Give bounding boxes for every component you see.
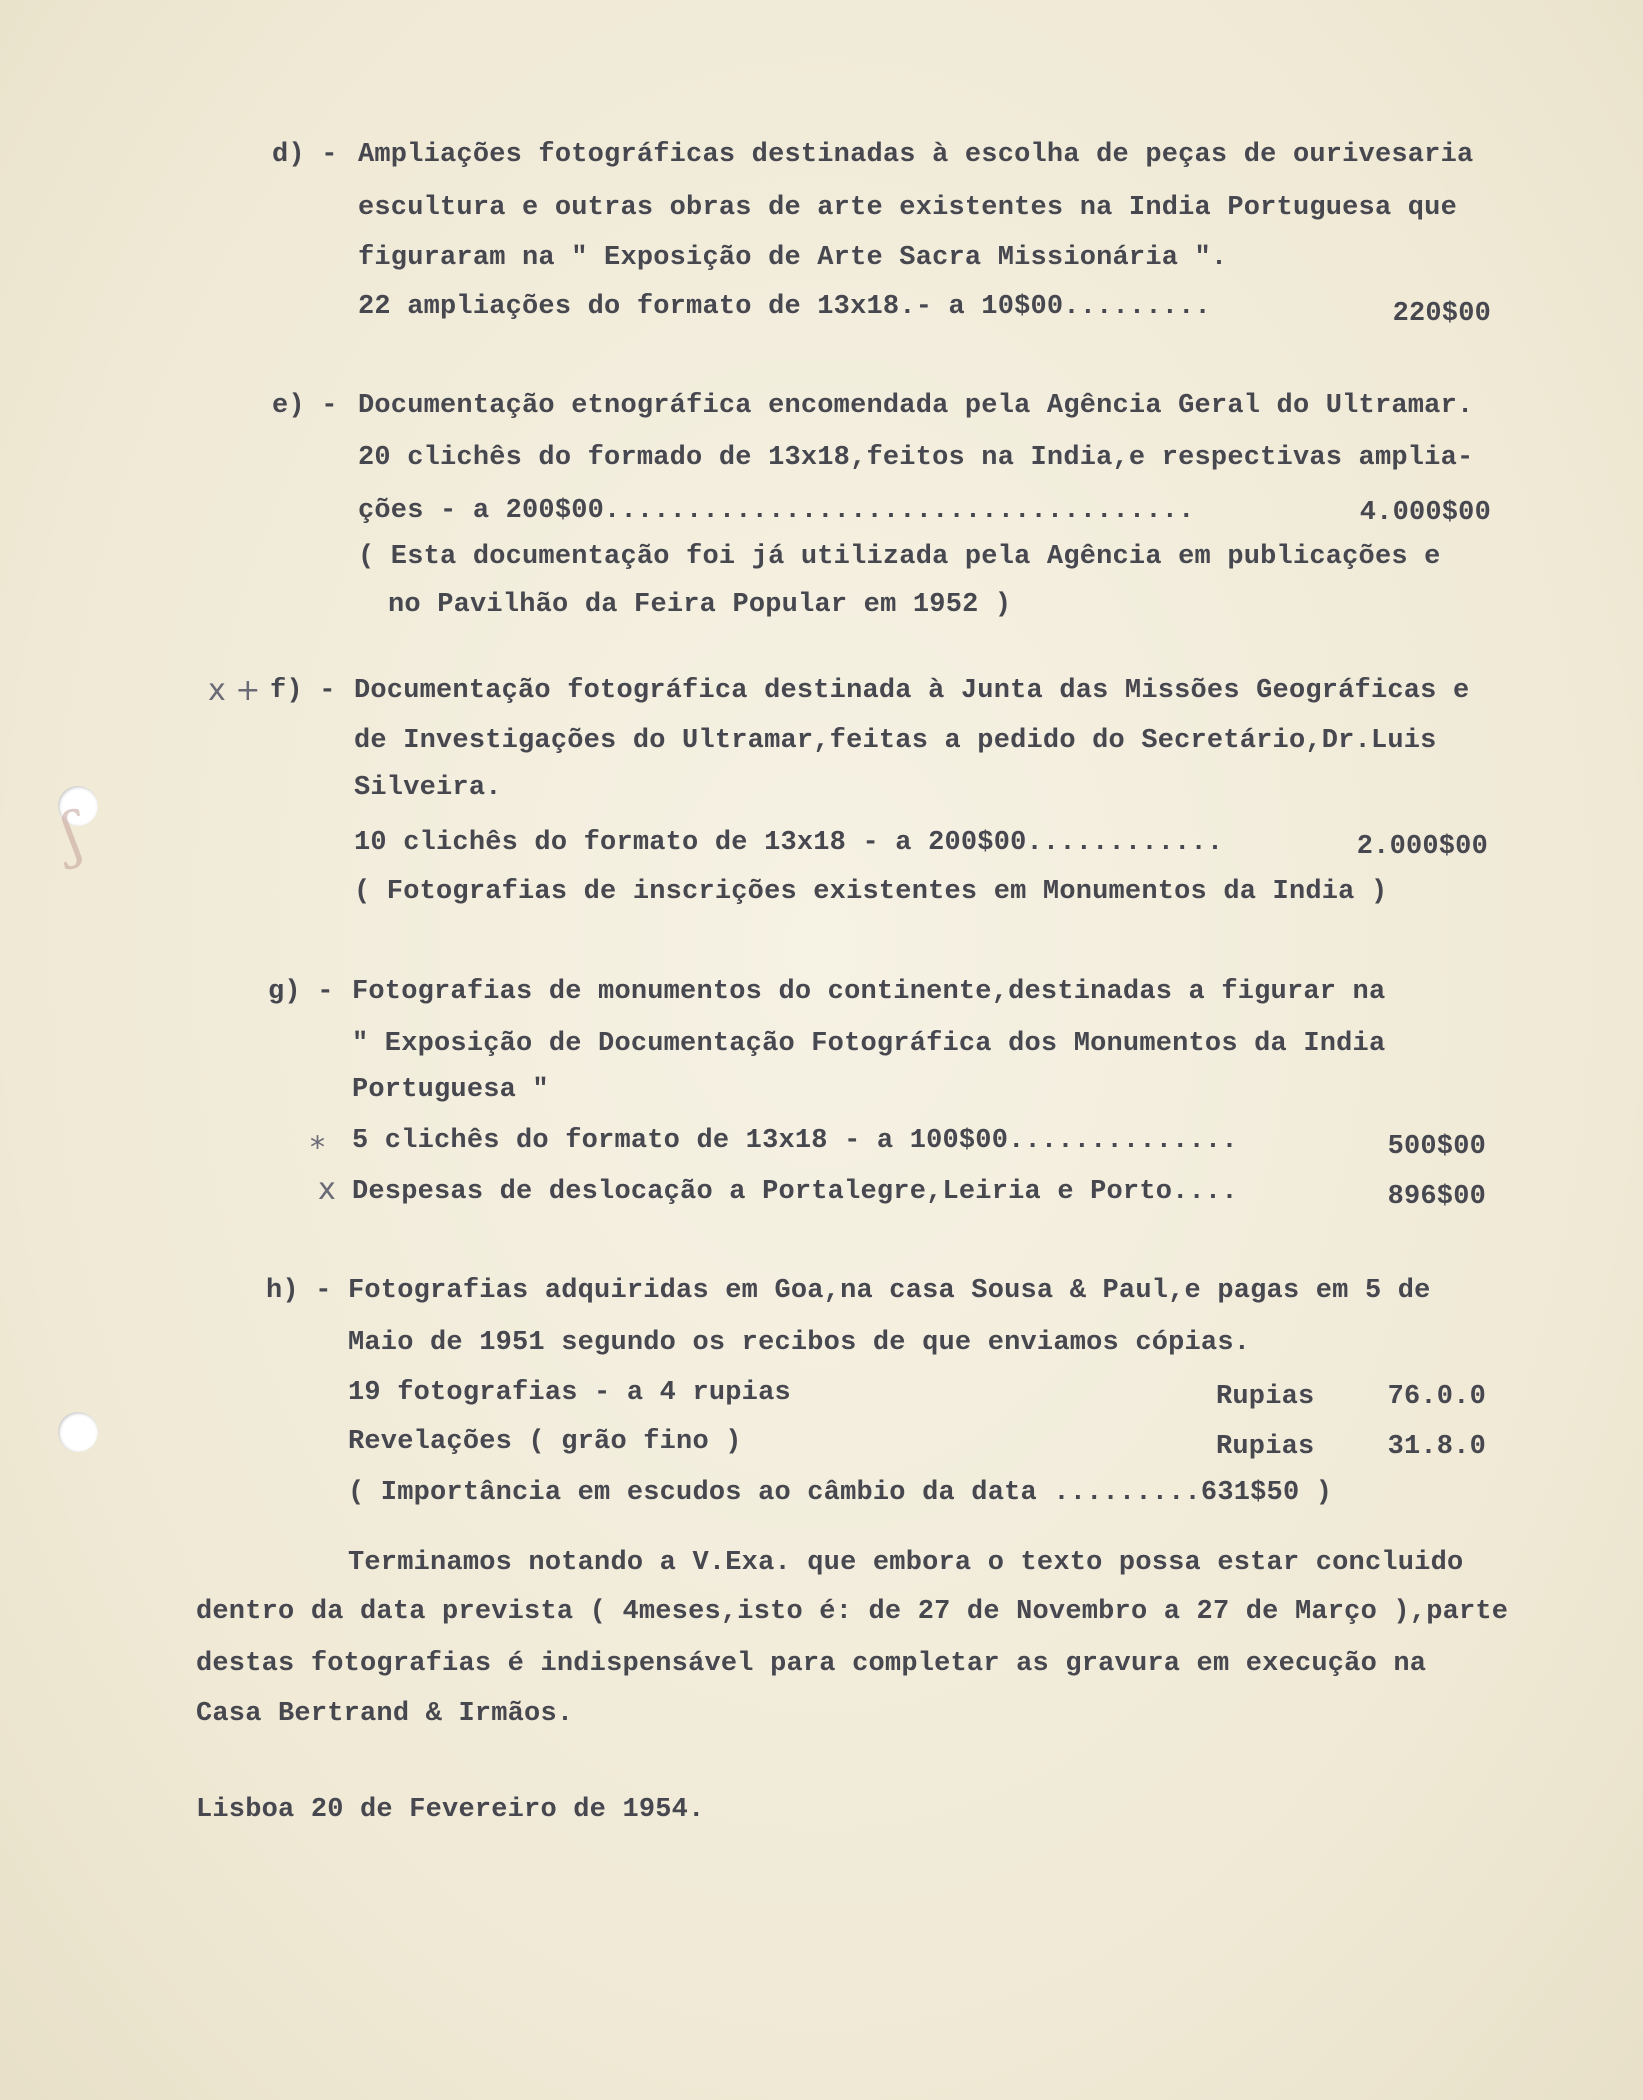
item-h-label: h) - xyxy=(266,1276,332,1306)
item-h-entry-1-text: 19 fotografias - a 4 rupias xyxy=(348,1378,791,1408)
item-f-label: f) - xyxy=(270,676,336,706)
item-d-line-1: Ampliações fotográficas destinadas à escolha de peças de ourivesaria xyxy=(358,140,1474,170)
item-f-line-2: de Investigações do Ultramar,feitas a pedido do Secretário,Dr.Luis xyxy=(354,726,1437,756)
item-h-note: ( Importância em escudos ao câmbio da data .........631$50 ) xyxy=(348,1478,1333,1508)
item-d-line-2: escultura e outras obras de arte existentes na India Portuguesa que xyxy=(358,193,1457,223)
item-f-amount: 2.000$00 xyxy=(1356,832,1488,862)
item-f-margin-mark: x + xyxy=(208,673,261,708)
closing-line-1: Terminamos notando a V.Exa. que embora o texto possa estar concluido xyxy=(348,1548,1464,1578)
item-g-line-2: " Exposição de Documentação Fotográfica dos Monumentos da India xyxy=(352,1029,1386,1059)
item-g-label: g) - xyxy=(268,977,334,1007)
item-g-entry-1-text: 5 clichês do formato de 13x18 - a 100$00.............. xyxy=(352,1126,1238,1156)
item-e-note-1: ( Esta documentação foi já utilizada pela Agência em publicações e xyxy=(358,542,1441,572)
item-d-line-4: 22 ampliações do formato de 13x18.- a 10$00......... xyxy=(358,292,1211,322)
item-g-entry-2-mark: x xyxy=(318,1172,336,1207)
item-e-line-2: 20 clichês do formado de 13x18,feitos na India,e respectivas amplia- xyxy=(358,443,1474,473)
item-e-label: e) - xyxy=(272,391,338,421)
item-h-entry-2-currency: Rupias xyxy=(1216,1432,1315,1462)
item-d-amount: 220$00 xyxy=(1392,299,1491,329)
item-h-line-1: Fotografias adquiridas em Goa,na casa Sousa & Paul,e pagas em 5 de xyxy=(348,1276,1431,1306)
item-f-note: ( Fotografias de inscrições existentes em Monumentos da India ) xyxy=(354,877,1388,907)
item-d-line-3: figuraram na " Exposição de Arte Sacra Missionária ". xyxy=(358,243,1228,273)
item-f-line-4: 10 clichês do formato de 13x18 - a 200$00............ xyxy=(354,828,1224,858)
item-h-entry-1-currency: Rupias xyxy=(1216,1382,1315,1412)
item-g-line-1: Fotografias de monumentos do continente,destinadas a figurar na xyxy=(352,977,1386,1007)
item-h-entry-2-amount: 31.8.0 xyxy=(1387,1432,1486,1462)
item-e-line-3: ções - a 200$00.................................... xyxy=(358,496,1195,526)
item-f-line-1: Documentação fotográfica destinada à Junta das Missões Geográficas e xyxy=(354,676,1470,706)
item-h-entry-1-amount: 76.0.0 xyxy=(1387,1382,1486,1412)
closing-line-3: destas fotografias é indispensável para completar as gravura em execução na xyxy=(196,1649,1427,1679)
closing-line-2: dentro da data prevista ( 4meses,isto é: de 27 de Novembro a 27 de Março ),parte xyxy=(196,1597,1509,1627)
item-h-line-2: Maio de 1951 segundo os recibos de que enviamos cópias. xyxy=(348,1328,1251,1358)
item-g-line-3: Portuguesa " xyxy=(352,1075,549,1105)
item-e-amount: 4.000$00 xyxy=(1359,498,1491,528)
item-h-entry-2-text: Revelações ( grão fino ) xyxy=(348,1427,742,1457)
date-line: Lisboa 20 de Fevereiro de 1954. xyxy=(196,1795,705,1825)
item-g-entry-1-mark: ⁎ xyxy=(310,1121,325,1156)
item-e-note-2: no Pavilhão da Feira Popular em 1952 ) xyxy=(388,590,1012,620)
item-e-line-1: Documentação etnográfica encomendada pela Agência Geral do Ultramar. xyxy=(358,391,1474,421)
item-g-entry-1-amount: 500$00 xyxy=(1387,1132,1486,1162)
item-d-label: d) - xyxy=(272,140,338,170)
closing-line-4: Casa Bertrand & Irmãos. xyxy=(196,1699,574,1729)
pencil-scribble-icon: ʃ xyxy=(56,799,88,871)
item-f-line-3: Silveira. xyxy=(354,773,502,803)
item-g-entry-2-amount: 896$00 xyxy=(1387,1182,1486,1212)
punch-hole-bottom xyxy=(58,1412,98,1452)
item-g-entry-2-text: Despesas de deslocação a Portalegre,Leiria e Porto.... xyxy=(352,1177,1238,1207)
